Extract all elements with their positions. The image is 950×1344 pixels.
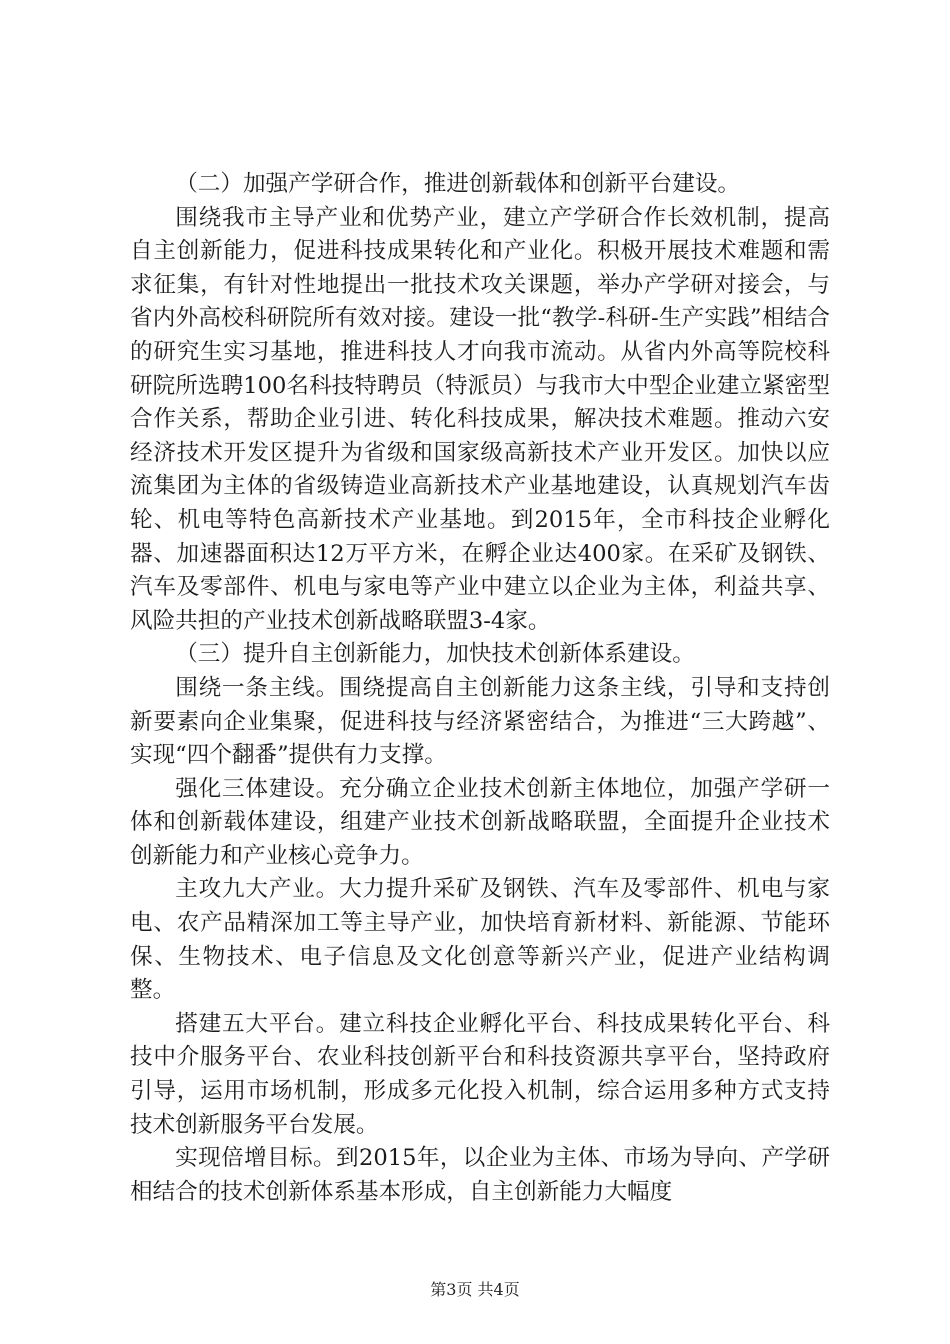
body-paragraph: 围绕我市主导产业和优势产业，建立产学研合作长效机制，提高自主创新能力，促进科技成果转化和产业化。积极开展技术难题和需求征集，有针对性地提出一批技术攻关课题，举办产学研对接会，与省内外高校科研院所有效对接。建设一批“教学-科研-生产实践”相结合的研究生实习基地，推进科技人才向我市流动。从省内外高等院校科研院所选聘100名科技特聘员（特派员）与我市大中型企业建立紧密型合作关系，帮助企业引进、转化科技成果，解决技术难题。推动六安经济技术开发区提升为省级和国家级高新技术产业开发区。加快以应流集团为主体的省级铸造业高新技术产业基地建设，认真规划汽车齿轮、机电等特色高新技术产业基地。到2015年，全市科技企业孵化器、加速器面积达12万平方米，在孵企业达400家。在采矿及钢铁、汽车及零部件、机电与家电等产业中建立以企业为主体，利益共享、风险共担的产业技术创新战略联盟3-4家。 — [130, 204, 830, 634]
document-body — [130, 168, 830, 1209]
body-paragraph: 搭建五大平台。建立科技企业孵化平台、科技成果转化平台、科技中介服务平台、农业科技创新平台和科技资源共享平台，坚持政府引导，运用市场机制，形成多元化投入机制，综合运用多种方式支持技术创新服务平台发展。 — [130, 1010, 830, 1138]
body-paragraph: 主攻九大产业。大力提升采矿及钢铁、汽车及零部件、机电与家电、农产品精深加工等主导产业，加快培育新材料、新能源、节能环保、生物技术、电子信息及文化创意等新兴产业，促进产业结构调整。 — [130, 876, 830, 1004]
page-number-footer: 第3页 共4页 — [430, 1280, 520, 1299]
section-heading-3: （三）提升自主创新能力，加快技术创新体系建设。 — [175, 641, 695, 668]
body-paragraph: 实现倍增目标。到2015年，以企业为主体、市场为导向、产学研相结合的技术创新体系基本形成，自主创新能力大幅度 — [130, 1145, 830, 1205]
section-heading-2: （二）加强产学研合作，推进创新载体和创新平台建设。 — [175, 171, 741, 197]
body-paragraph: 围绕一条主线。围绕提高自主创新能力这条主线，引导和支持创新要素向企业集聚，促进科技与经济紧密结合，为推进“三大跨越”、实现“四个翻番”提供有力支撑。 — [130, 674, 830, 769]
body-paragraph: 强化三体建设。充分确立企业技术创新主体地位，加强产学研一体和创新载体建设，组建产业技术创新战略联盟，全面提升企业技术创新能力和产业核心竞争力。 — [130, 775, 830, 869]
